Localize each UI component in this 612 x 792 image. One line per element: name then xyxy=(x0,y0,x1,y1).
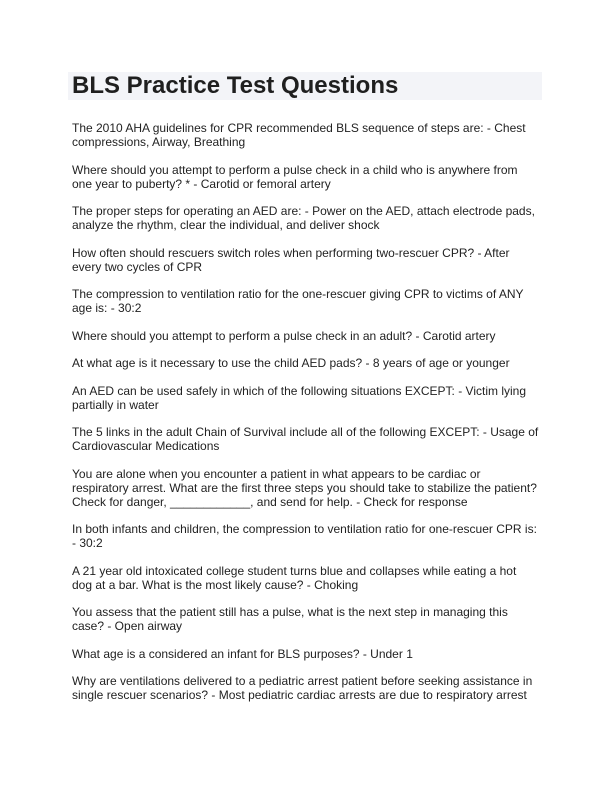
question-text-line: single rescuer scenarios? - Most pediatric cardiac arrests are due to respiratory arrest xyxy=(72,688,527,702)
question-item xyxy=(72,287,544,315)
question-text-line: An AED can be used safely in which of the following situations EXCEPT: - Victim lying xyxy=(72,383,527,398)
question-text-line: Where should you attempt to perform a pulse check in a child who is anywhere from xyxy=(72,162,518,177)
question-item xyxy=(72,605,544,633)
question-text-line: compressions, Airway, Breathing xyxy=(72,135,246,149)
question-list xyxy=(72,121,544,716)
question-text-line: Check for danger, ____________, and send for help. - Check for response xyxy=(72,494,468,509)
question-text-line: A 21 year old intoxicated college student turns blue and collapses while eating a hot xyxy=(72,563,517,578)
question-item xyxy=(72,246,544,274)
question-text-line: You assess that the patient still has a pulse, what is the next step in managing this xyxy=(72,605,508,619)
question-text-line: How often should rescuers switch roles when performing two-rescuer CPR? - After xyxy=(72,245,510,260)
question-text-line: respiratory arrest. What are the first three steps you should take to stabilize the patient? xyxy=(72,480,537,495)
question-item xyxy=(72,329,544,343)
question-item xyxy=(72,674,544,702)
question-text-line: case? - Open airway xyxy=(72,619,183,633)
question-text-line: dog at a bar. What is the most likely cause? - Choking xyxy=(72,577,359,592)
question-text-line: In both infants and children, the compression to ventilation ratio for one-rescuer CPR is: xyxy=(72,522,537,536)
question-text-line: The compression to ventilation ratio for the one-rescuer giving CPR to victims of ANY xyxy=(72,287,524,301)
question-text-line: Where should you attempt to perform a pulse check in an adult? - Carotid artery xyxy=(72,328,496,343)
question-text-line: every two cycles of CPR xyxy=(72,259,203,274)
question-item xyxy=(72,564,544,592)
question-text-line: one year to puberty? * - Carotid or femoral artery xyxy=(72,176,331,191)
question-text-line: Cardiovascular Medications xyxy=(72,439,220,453)
question-text-line: age is: - 30:2 xyxy=(72,301,142,315)
question-item xyxy=(72,204,544,232)
question-text-line: At what age is it necessary to use the child AED pads? - 8 years of age or younger xyxy=(72,356,510,370)
question-item xyxy=(72,163,544,191)
question-text-line: partially in water xyxy=(72,397,159,412)
question-text-line: - 30:2 xyxy=(72,536,103,550)
page-title: BLS Practice Test Questions xyxy=(72,72,399,99)
question-text-line: Why are ventilations delivered to a pediatric arrest patient before seeking assistance in xyxy=(72,674,533,688)
question-item xyxy=(72,121,544,149)
question-item xyxy=(72,467,544,509)
question-text-line: What age is a considered an infant for BLS purposes? - Under 1 xyxy=(72,646,413,661)
question-text-line: You are alone when you encounter a patient in what appears to be cardiac or xyxy=(72,466,481,481)
question-item xyxy=(72,425,544,453)
question-item xyxy=(72,647,544,661)
question-item xyxy=(72,522,544,550)
question-item xyxy=(72,356,544,370)
question-text-line: analyze the rhythm, clear the individual, and deliver shock xyxy=(72,218,380,232)
question-text-line: The proper steps for operating an AED are: - Power on the AED, attach electrode pads, xyxy=(72,204,535,218)
question-text-line: The 5 links in the adult Chain of Survival include all of the following EXCEPT: - Usage of xyxy=(72,425,539,439)
question-text-line: The 2010 AHA guidelines for CPR recommended BLS sequence of steps are: - Chest xyxy=(72,121,526,135)
question-item xyxy=(72,384,544,412)
